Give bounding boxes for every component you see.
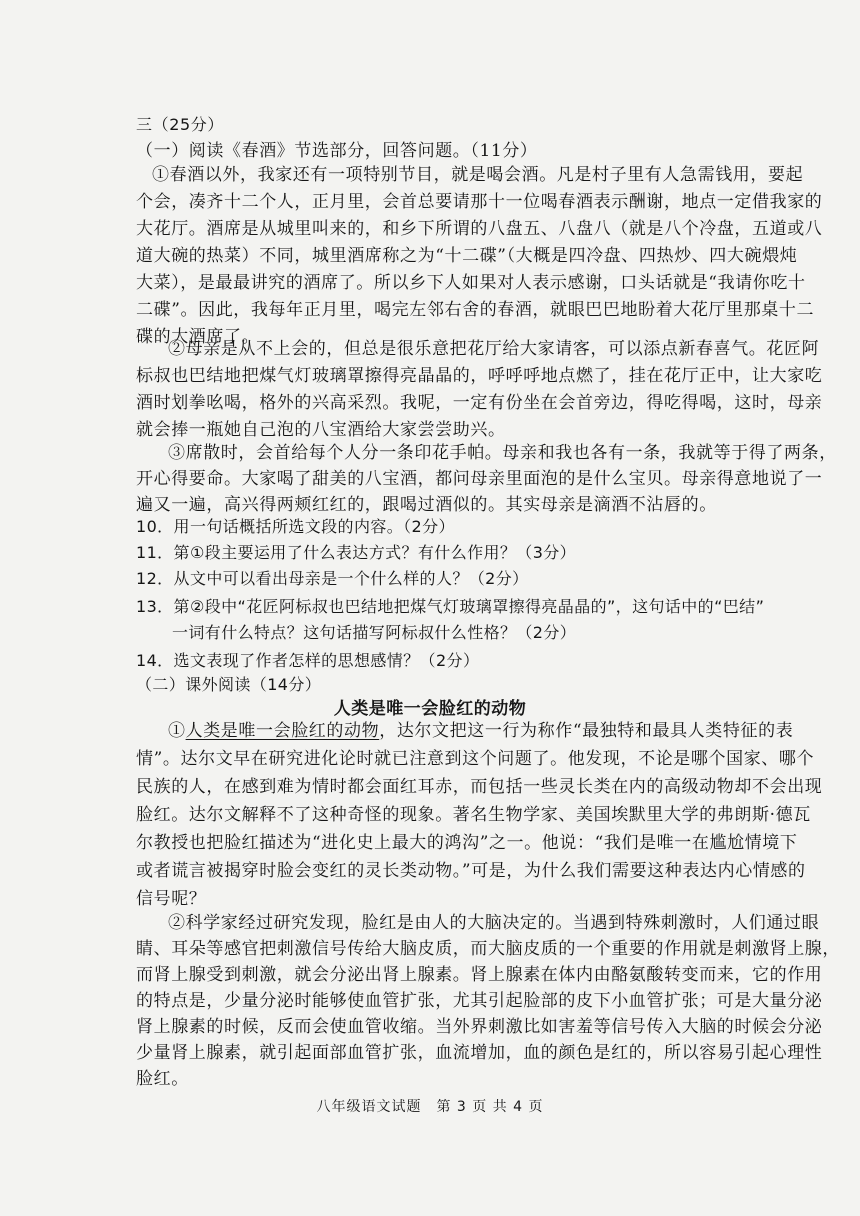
text-line: 碟的大酒席了。 (136, 327, 260, 347)
text-line: ③席散时，会首给每个人分一条印花手帕。母亲和我也各有一条，我就等于得了两条， (168, 443, 837, 463)
text-line: 民族的人，在感到难为情时都会面红耳赤，而包括一些灵长类在内的高级动物却不会出现 (136, 777, 823, 797)
text-line: 的特点是，少量分泌时能够使血管扩张，尤其引起脸部的皮下小血管扩张；可是大量分泌 (136, 991, 823, 1011)
article-title-wrap (0, 694, 860, 719)
question-14: 14．选文表现了作者怎样的思想感情？（2分） (136, 651, 480, 670)
text-line: ①春酒以外，我家还有一项特别节目，就是喝会酒。凡是村子里有人急需钱用，要起 (152, 165, 804, 185)
section-three-title: 三（25分） (136, 115, 224, 134)
underlined-sentence: 人类是唯一会脸红的动物 (185, 721, 380, 741)
text-line: 睛、耳朵等感官把刺激信号传给大脑皮质，而大脑皮质的一个重要的作用就是刺激肾上腺， (136, 939, 840, 959)
text-line: 脸红。达尔文解释不了这种奇怪的现象。著名生物学家、美国埃默里大学的弗朗斯·德瓦 (136, 805, 811, 825)
text-line: 信号呢？ (136, 889, 207, 909)
text-line: 遍又一遍，高兴得两颊红红的，跟喝过酒似的。其实母亲是滴酒不沾唇的。 (136, 495, 717, 515)
paragraph-number: ① (168, 721, 186, 741)
question-11: 11．第①段主要运用了什么表达方式？有什么作用？（3分） (136, 543, 577, 562)
text-line: 酒时划拳吆喝，格外的兴高采烈。我呢，一定有份坐在会首旁边，得吃得喝，这时，母亲 (136, 393, 823, 413)
text-line-lead (168, 720, 793, 742)
text-line: 道大碗的热菜）不同，城里酒席称之为“十二碟”（大概是四冷盘、四热炒、四大碗煨炖 (136, 246, 798, 266)
text-line: 标叔也巴结地把煤气灯玻璃罩擦得亮晶晶的，呼呼呼地点燃了，挂在花厅正中，让大家吃 (136, 366, 823, 386)
question-12: 12．从文中可以看出母亲是一个什么样的人？（2分） (136, 569, 529, 588)
text-line: 开心得要命。大家喝了甜美的八宝酒，都问母亲里面泡的是什么宝贝。母亲得意地说了一 (136, 469, 823, 489)
question-10: 10．用一句话概括所选文段的内容。（2分） (136, 517, 455, 536)
text-line: 尔教授也把脸红描述为“进化史上最大的鸿沟”之一。他说：“我们是唯一在尴尬情境下 (136, 833, 798, 853)
text-line: 少量肾上腺素，就引起面部血管扩张，血流增加，血的颜色是红的，所以容易引起心理性 (136, 1043, 823, 1063)
question-13-continued: 一词有什么特点？这句话描写阿标叔什么性格？（2分） (172, 623, 577, 642)
text-line: 二碟”。因此，我每年正月里，喝完左邻右舍的春酒，就眼巴巴地盼着大花厅里那桌十二 (136, 300, 815, 320)
part1-title: （一）阅读《春酒》节选部分，回答问题。（11分） (136, 141, 538, 161)
question-13: 13．第②段中“花匠阿标叔也巴结地把煤气灯玻璃罩擦得亮晶晶的”，这句话中的“巴结” (136, 597, 765, 616)
text-line: 而肾上腺受到刺激，就会分泌出肾上腺素。肾上腺素在体内由酪氨酸转变而来，它的作用 (136, 965, 823, 985)
article-title: 人类是唯一会脸红的动物 (333, 699, 527, 719)
text-line: 大菜），是最最讲究的酒席了。所以乡下人如果对人表示感谢，口头话就是“我请你吃十 (136, 273, 806, 293)
text-line: 就会捧一瓶她自己泡的八宝酒给大家尝尝助兴。 (136, 420, 506, 440)
text-run: ，达尔文把这一行为称作“最独特和最具人类特征的表 (379, 721, 794, 741)
part2-title: （二）课外阅读（14分） (136, 675, 322, 694)
page-footer: 八年级语文试题 第 3 页 共 4 页 (316, 1099, 544, 1115)
text-line: 或者谎言被揭穿时脸会变红的灵长类动物。”可是，为什么我们需要这种表达内心情感的 (136, 861, 806, 881)
text-line: 肾上腺素的时候，反而会使血管收缩。当外界刺激比如害羞等信号传入大脑的时候会分泌 (136, 1017, 823, 1037)
text-line: 情”。达尔文早在研究进化论时就已注意到这个问题了。他发现，不论是哪个国家、哪个 (136, 749, 815, 769)
text-line: 大花厅。酒席是从城里叫来的，和乡下所谓的八盘五、八盘八（就是八个冷盘，五道或八 (136, 219, 823, 239)
text-line: 个会，凑齐十二个人，正月里，会首总要请那十一位喝春酒表示酬谢，地点一定借我家的 (136, 192, 823, 212)
text-line: 脸红。 (136, 1069, 189, 1089)
text-line: ②科学家经过研究发现，脸红是由人的大脑决定的。当遇到特殊刺激时，人们通过眼 (168, 913, 820, 933)
text-line: ②母亲是从不上会的，但总是很乐意把花厅给大家请客，可以添点新春喜气。花匠阿 (168, 339, 820, 359)
